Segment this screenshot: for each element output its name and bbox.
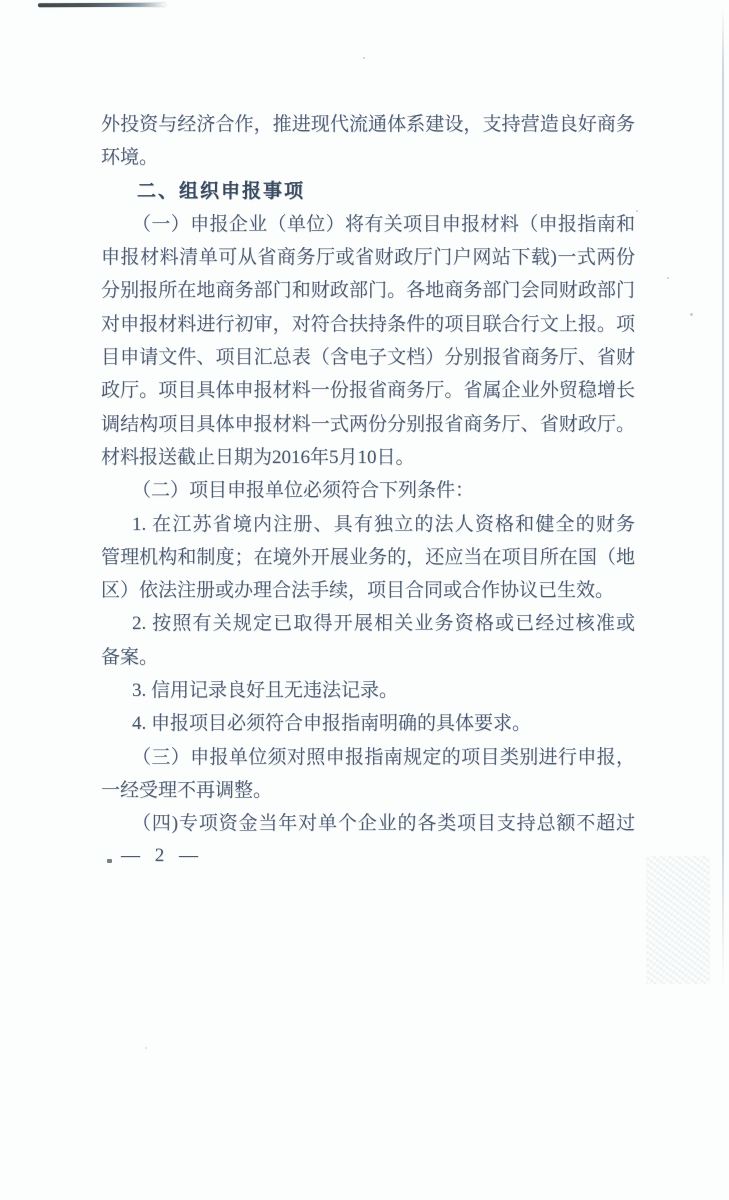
text-line: 环境。 (101, 147, 159, 169)
scan-speck (363, 57, 365, 59)
scan-speck (667, 277, 669, 279)
text-line: 调结构项目具体申报材料一式两份分别报省商务厅、省财政厅。 (101, 413, 635, 435)
text-line: 政厅。项目具体申报材料一份报省商务厅。省属企业外贸稳增长 (101, 380, 635, 402)
section-heading: 二、组织申报事项 (137, 180, 306, 202)
text-line: 2. 按照有关规定已取得开展相关业务资格或已经过核准或 (132, 613, 635, 635)
text-line: 目申请文件、项目汇总表（含电子文档）分别报省商务厅、省财 (101, 347, 635, 369)
scan-speck (690, 313, 693, 316)
text-line: 申报材料清单可从省商务厅或省财政厅门户网站下载)一式两份 (101, 247, 635, 269)
text-line: 备案。 (101, 646, 159, 668)
text-line: 对申报材料进行初审，对符合扶持条件的项目联合行文上报。项 (101, 313, 635, 335)
text-line: 3. 信用记录良好且无违法记录。 (132, 680, 399, 702)
page-number: — 2 — (121, 845, 203, 866)
text-line: 分别报所在地商务部门和财政部门。各地商务部门会同财政部门 (101, 280, 635, 302)
text-line: （一）申报企业（单位）将有关项目申报材料（申报指南和 (132, 213, 635, 235)
scan-speck (107, 859, 112, 863)
text-line: 外投资与经济合作，推进现代流通体系建设，支持营造良好商务 (101, 114, 635, 135)
document-body (101, 108, 635, 841)
scan-noise-band (646, 856, 710, 984)
scan-artifact-smudge (38, 3, 166, 7)
page-edge-shadow (722, 8, 724, 988)
text-line: 材料报送截止日期为2016年5月10日。 (101, 446, 415, 468)
text-line: 管理机构和制度；在境外开展业务的，还应当在项目所在国（地 (101, 546, 635, 568)
text-line: 一经受理不再调整。 (101, 779, 273, 801)
scan-speck (636, 210, 638, 212)
text-line: 4. 申报项目必须符合申报指南明确的具体要求。 (132, 713, 532, 735)
text-line: 1. 在江苏省境内注册、具有独立的法人资格和健全的财务 (132, 513, 635, 535)
text-line: （三）申报单位须对照申报指南规定的项目类别进行申报， (132, 746, 635, 768)
text-line: （二）项目申报单位必须符合下列条件： (132, 480, 475, 502)
scan-speck (145, 1047, 147, 1049)
text-line: （四)专项资金当年对单个企业的各类项目支持总额不超过 (132, 813, 635, 835)
text-line: 区）依法注册或办理合法手续，项目合同或合作协议已生效。 (101, 580, 615, 602)
